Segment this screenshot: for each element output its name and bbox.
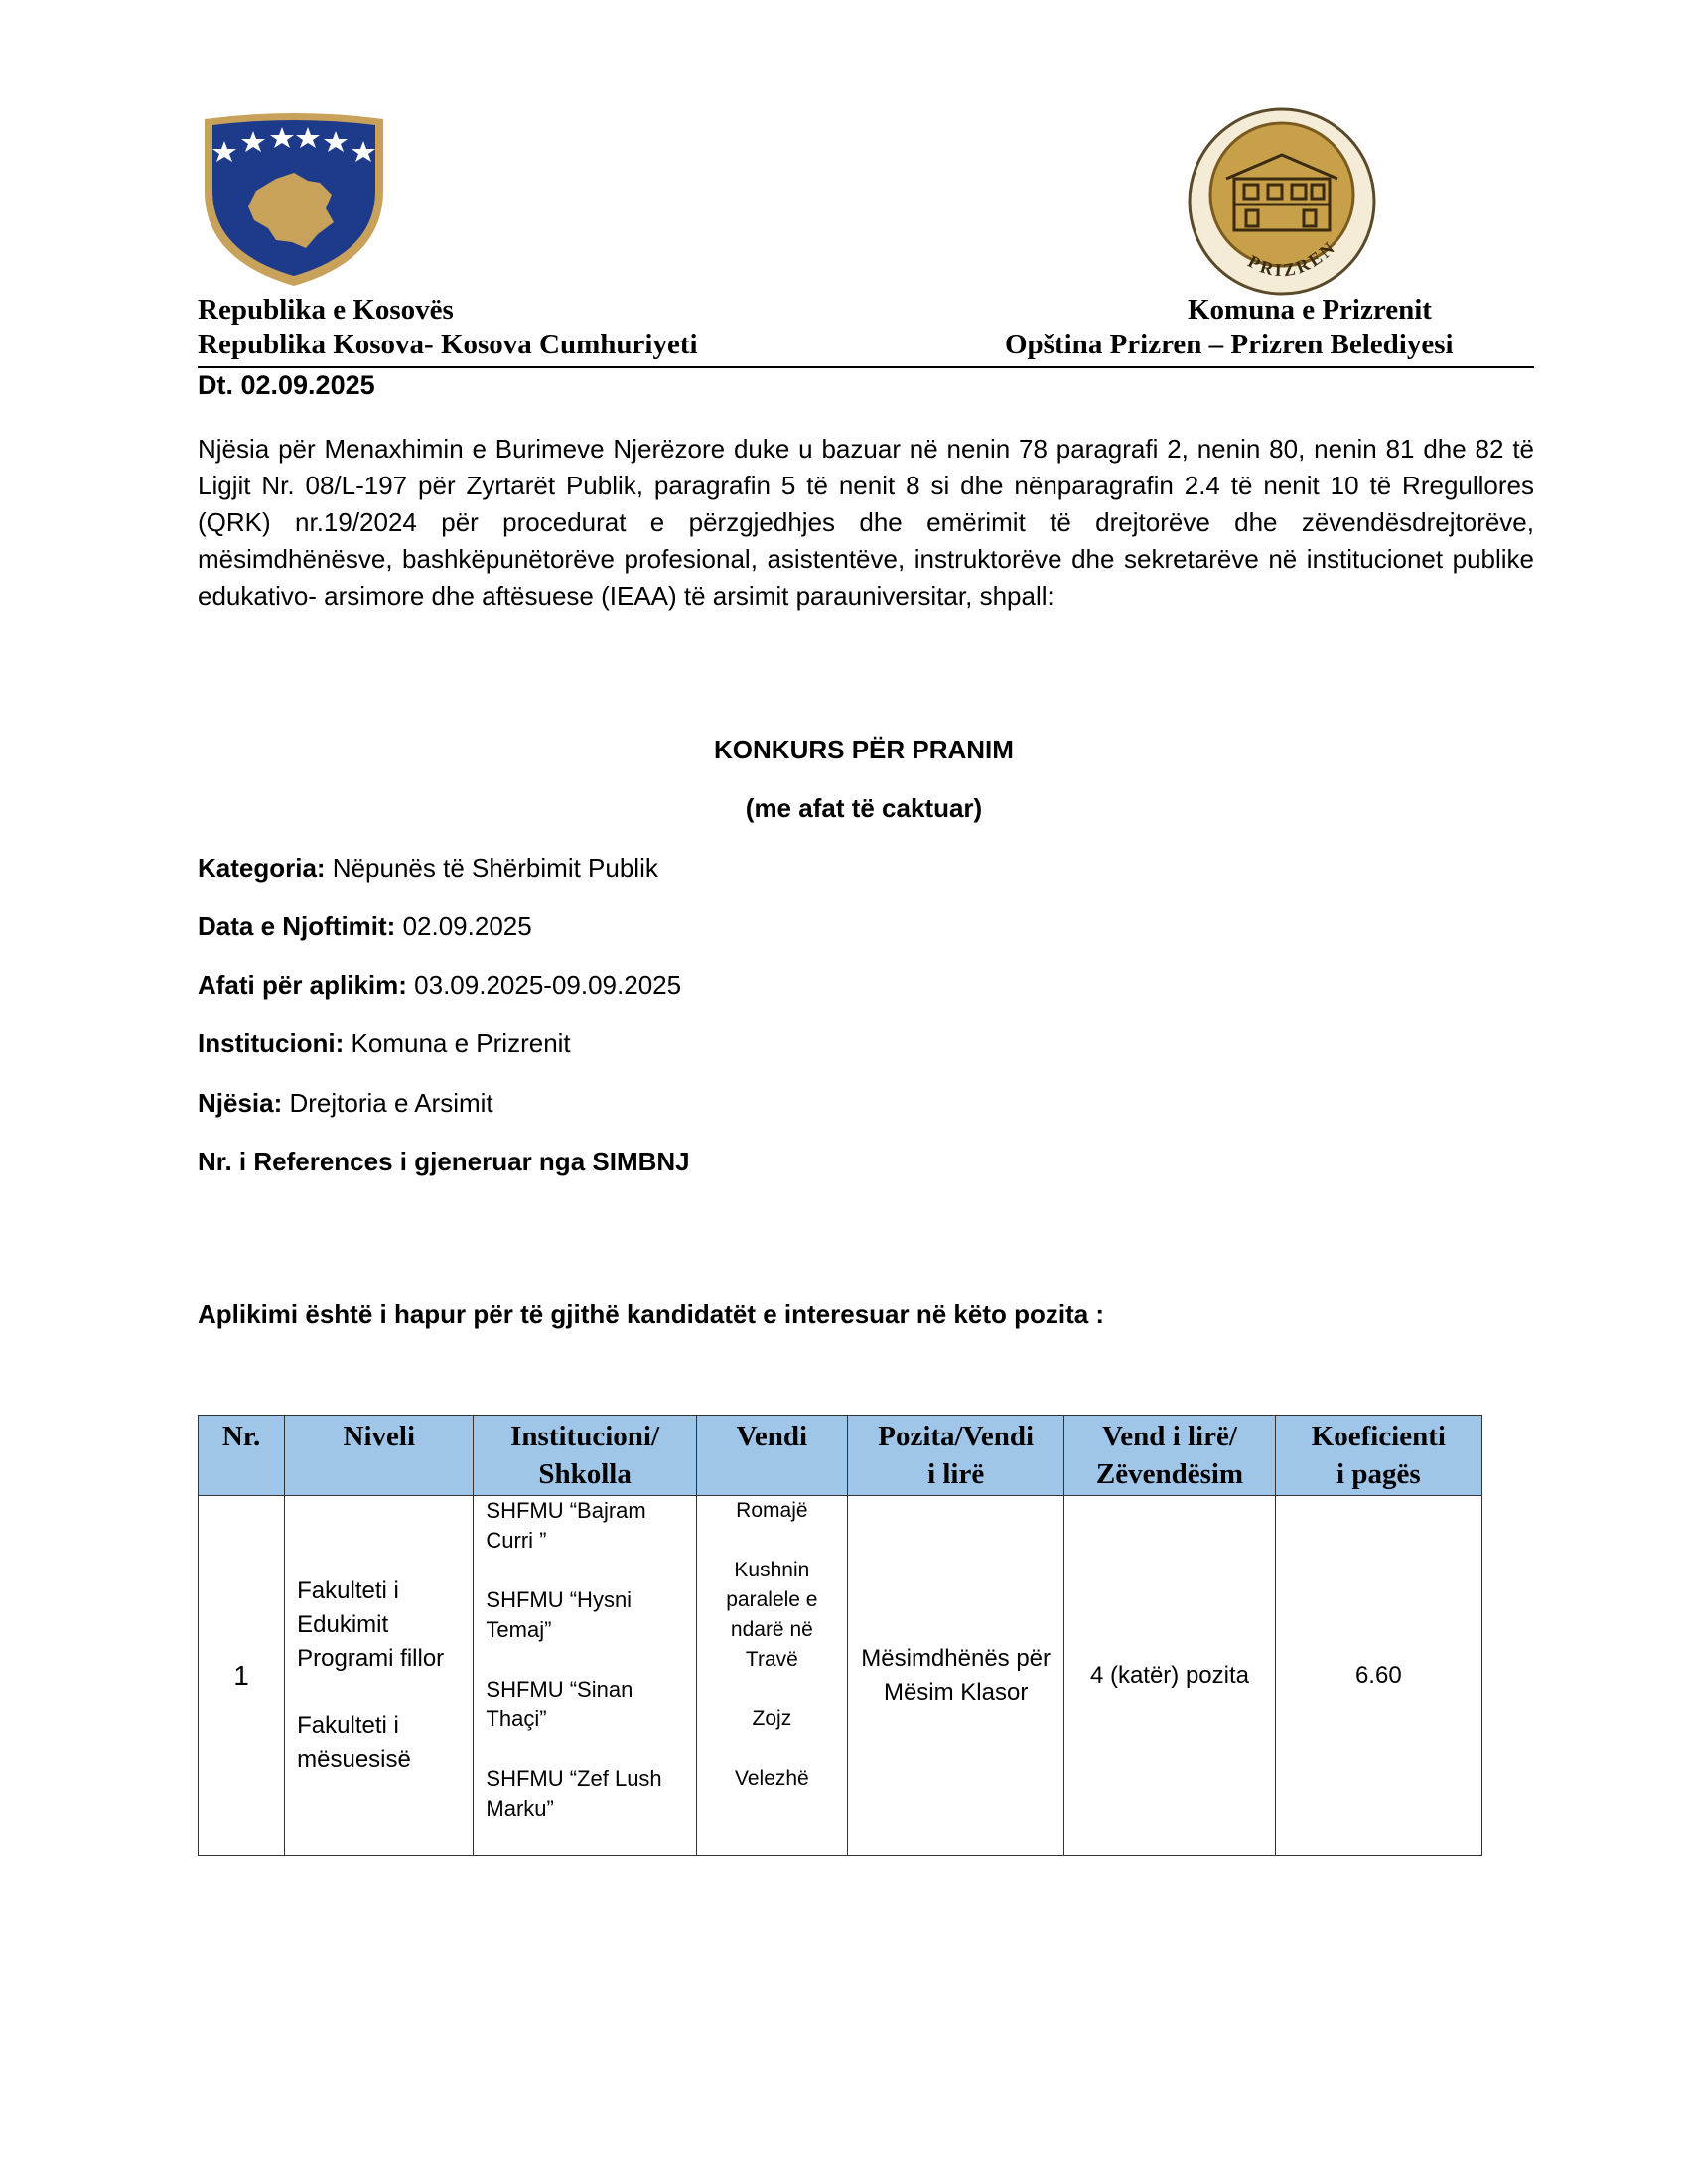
field-value: Nëpunës të Shërbimit Publik [325, 853, 658, 883]
field-label: Institucioni: [198, 1028, 345, 1058]
cell-shkolla [474, 1496, 696, 1856]
field-value: Komuna e Prizrenit [344, 1028, 571, 1058]
field-data-njoftimit [198, 911, 532, 942]
field-label: Data e Njoftimit: [198, 911, 396, 941]
col-header-niveli: Niveli [285, 1416, 474, 1496]
field-referenca [198, 1147, 690, 1177]
positions-table [198, 1415, 1482, 1856]
vendi-item: Romajë [736, 1499, 808, 1522]
school-item: SHFMU “Bajram Curri ” [486, 1498, 646, 1553]
header-municipality: Komuna e Prizrenit [1188, 294, 1432, 326]
vendi-item: Velezhë [735, 1767, 809, 1790]
col-header-institucioni: Institucioni/ Shkolla [474, 1416, 696, 1496]
cell-niveli [285, 1496, 474, 1856]
field-value: 02.09.2025 [395, 911, 532, 941]
col-header-pozita: Pozita/Vendi i lirë [847, 1416, 1063, 1496]
col-header-nr: Nr. [199, 1416, 285, 1496]
page-title: KONKURS PËR PRANIM [714, 735, 1014, 764]
cell-pozita: Mësimdhënës për Mësim Klasor [847, 1496, 1063, 1856]
header-country-alt: Republika Kosova- Kosova Cumhuriyeti [198, 329, 698, 360]
niveli-item: Fakulteti i mësuesisë [297, 1712, 411, 1773]
field-njesia [198, 1088, 493, 1119]
cell-vendi [696, 1496, 847, 1856]
cell-vend-lire: 4 (katër) pozita [1064, 1496, 1275, 1856]
field-afati [198, 970, 681, 1001]
header-municipality-alt: Opština Prizren – Prizren Belediyesi [1005, 329, 1454, 360]
school-item: SHFMU “Zef Lush Marku” [486, 1766, 662, 1821]
field-value: Drejtoria e Arsimit [282, 1088, 493, 1118]
intro-paragraph: Njësia për Menaxhimin e Burimeve Njerëzore duke u bazuar në nenin 78 paragrafi 2, nenin 80, nenin 81 dhe 82 të Ligjit Nr. 08/L-197 për Zyrtarët Publik, paragrafin 5 të nenit 8 si dhe nënparagrafin 2.4 të nenit 10 të Rregullores (QRK) nr.19/2024 për procedurat e përzgjedhjes dhe emërimit të drejtorëve dhe zëvendësdrejtorëve, mësimdhënësve, bashkëpunëtorëve profesional, asistentëve, instruktorëve dhe sekretarëve në institucionet publike edukativo- arsimore dhe aftësuese (IEAA) të arsimit parauniversitar, shpall: [198, 434, 1534, 611]
col-header-koeficienti: Koeficienti i pagës [1275, 1416, 1481, 1496]
table-row [199, 1496, 1482, 1856]
prizren-seal [1185, 107, 1379, 296]
kosovo-coat-of-arms [197, 111, 391, 290]
col-header-vend-lire: Vend i lirë/ Zëvendësim [1064, 1416, 1275, 1496]
school-item: SHFMU “Hysni Temaj” [486, 1587, 633, 1642]
application-notice: Aplikimi është i hapur për të gjithë kandidatët e interesuar në këto pozita : [198, 1299, 1105, 1329]
field-value: 03.09.2025-09.09.2025 [406, 970, 682, 1000]
header-country: Republika e Kosovës [198, 294, 454, 326]
school-item: SHFMU “Sinan Thaçi” [486, 1677, 633, 1731]
cell-nr: 1 [199, 1496, 285, 1856]
vendi-item: Kushnin paralele e ndarë në Travë [726, 1559, 818, 1671]
page-subtitle: (me afat të caktuar) [745, 793, 983, 823]
field-kategoria [198, 853, 658, 884]
field-label: Kategoria: [198, 853, 326, 883]
field-label: Afati për aplikim: [198, 970, 407, 1000]
svg-text:PRIZREN: PRIZREN [1244, 236, 1340, 281]
document-date: Dt. 02.09.2025 [198, 370, 375, 400]
field-label: Nr. i References i gjeneruar nga SIMBNJ [198, 1147, 690, 1176]
niveli-item: Fakulteti i Edukimit Programi fillor [297, 1577, 445, 1672]
table-header-row [199, 1416, 1482, 1496]
vendi-item: Zojz [752, 1707, 792, 1730]
cell-koeficienti: 6.60 [1275, 1496, 1481, 1856]
header-divider [198, 366, 1534, 368]
field-label: Njësia: [198, 1088, 283, 1118]
field-institucioni [198, 1028, 571, 1059]
col-header-vendi: Vendi [696, 1416, 847, 1496]
